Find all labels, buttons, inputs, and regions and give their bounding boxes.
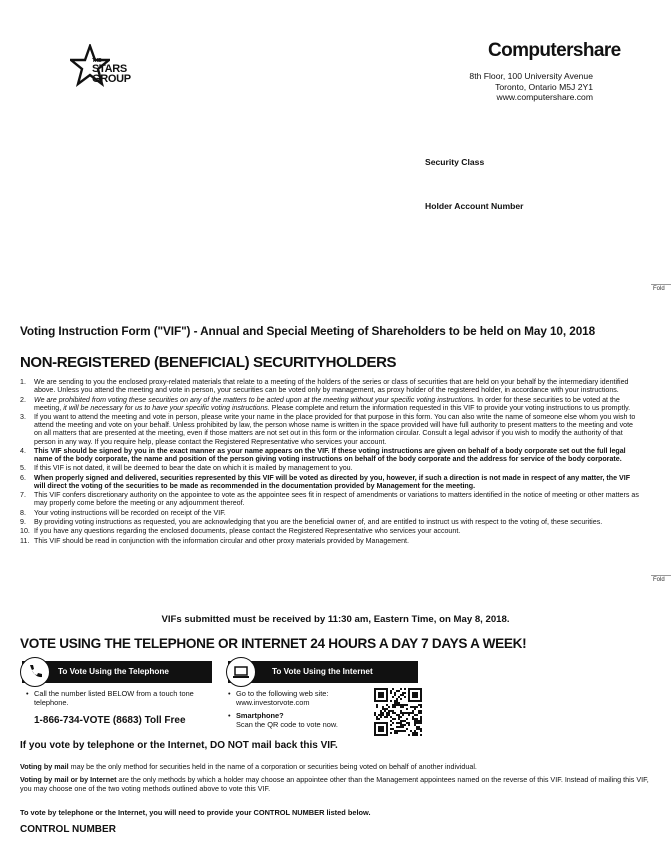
mail-paragraph-1-text: may be the only method for securities held in the name of a corporation or securities being voted on behalf of another individual.	[68, 762, 477, 771]
mail-paragraph-2	[20, 775, 656, 793]
instruction-item	[20, 396, 642, 412]
instruction-item	[20, 413, 642, 446]
instruction-number: 10.	[20, 527, 30, 536]
telephone-bar-label: To Vote Using the Telephone	[58, 667, 169, 676]
instruction-item	[20, 509, 642, 517]
smartphone-text: Scan the QR code to vote now.	[236, 720, 338, 729]
instruction-text: This VIF confers discretionary authority on the appointee to vote as the appointee sees fit in respect of amendments or variations to matters identified in the notice of meeting or other matters as may properly come before the meeting or any adjournment thereof.	[34, 491, 639, 508]
instruction-text: If you have any questions regarding the enclosed documents, please contact the Registered Representative who services your account.	[34, 527, 461, 536]
computershare-address	[469, 71, 593, 103]
do-not-mail-notice: If you vote by telephone or the Internet, DO NOT mail back this VIF.	[20, 740, 338, 751]
mail-paragraph-2-bold: Voting by mail or by Internet	[20, 775, 117, 784]
instruction-text: We are sending to you the enclosed proxy-related materials that relate to a meeting of the holders of the series or class of securities that are held on your behalf by the intermediary identified above. Unless you attend the meeting and vote in person, your securities can be voted only by management, as proxy holder of the registered holder, in accordance with your instructions.	[34, 378, 629, 395]
instruction-text: This VIF should be read in conjunction with the information circular and other proxy materials provided by Management.	[34, 536, 409, 545]
telephone-bullet-text: Call the number listed BELOW from a touch tone telephone.	[34, 689, 194, 707]
smartphone-label: Smartphone?	[236, 711, 284, 720]
instruction-number: 2.	[20, 395, 26, 404]
instruction-text: In order for these securities to be voted at the meeting,	[34, 395, 620, 412]
address-line-3: www.computershare.com	[496, 92, 593, 102]
address-line-2: Toronto, Ontario M5J 2Y1	[495, 81, 593, 92]
instruction-text: it will be necessary for us to have your specific voting instructions.	[63, 403, 270, 412]
instruction-item	[20, 447, 642, 463]
internet-bullet-1-text: Go to the following web site:	[236, 689, 329, 698]
instruction-number: 5.	[20, 464, 26, 473]
telephone-icon	[20, 657, 50, 687]
instruction-text: When properly signed and delivered, securities represented by this VIF will be voted as directed by you, however, if such a direction is not made in respect of any matter, the VIF will direct the voting of the securities to be made as recommended in the documentation provided by Management for the meeting.	[34, 473, 631, 490]
stars-group-logo	[70, 44, 130, 88]
address-line-1: 8th Floor, 100 University Avenue	[469, 71, 593, 81]
logo-stars: STARS	[92, 63, 127, 75]
instruction-item	[20, 518, 642, 526]
security-class-label: Security Class	[425, 157, 485, 167]
instruction-text: Your voting instructions will be recorded on receipt of the VIF.	[34, 508, 226, 517]
logo-group: GROUP	[92, 73, 131, 85]
form-title: Voting Instruction Form ("VIF") - Annual and Special Meeting of Shareholders to be held on May 10, 2018	[20, 324, 596, 338]
instruction-item	[20, 464, 642, 472]
investorvote-url[interactable]: www.investorvote.com	[236, 698, 310, 707]
qr-code-icon[interactable]	[374, 688, 422, 736]
internet-bar	[228, 661, 418, 683]
instruction-item	[20, 378, 642, 394]
instruction-text: This VIF should be signed by you in the exact manner as your name appears on the VIF. If these voting instructions are given on behalf of a body corporate set out the full legal name of the body corporate, the name and position of the person giving voting instructions on behalf of the body corporate and the address for service of the body corporate.	[34, 446, 626, 464]
instruction-item	[20, 474, 642, 490]
telephone-number: 1-866-734-VOTE (8683) Toll Free	[34, 715, 186, 726]
instruction-number: 6.	[20, 473, 26, 482]
instruction-number: 1.	[20, 378, 26, 386]
instruction-item	[20, 537, 642, 545]
instruction-number: 9.	[20, 518, 26, 526]
mail-paragraph-1	[20, 762, 656, 771]
computer-icon	[226, 657, 256, 687]
vote-heading: VOTE USING THE TELEPHONE OR INTERNET 24 HOURS A DAY 7 DAYS A WEEK!	[20, 636, 527, 651]
instruction-number: 3.	[20, 413, 26, 421]
deadline-notice: VIFs submitted must be received by 11:30 am, Eastern Time, on May 8, 2018.	[161, 614, 510, 625]
internet-bullet-2: • Smartphone? Scan the QR code to vote now.	[228, 711, 368, 729]
instruction-number: 7.	[20, 491, 26, 500]
control-number-label: CONTROL NUMBER	[20, 824, 116, 835]
instruction-text: Please complete and return the information requested in this VIF to provide your voting instructions to us promptly.	[269, 403, 631, 412]
instruction-number: 8.	[20, 508, 26, 517]
mail-paragraph-1-bold: Voting by mail	[20, 762, 69, 771]
instruction-item	[20, 491, 642, 507]
instruction-text: By providing voting instructions as requested, you are acknowledging that you are the beneficial owner of, and are entitled to instruct us with respect to the voting of, these securities.	[34, 518, 603, 526]
logo-the: THE	[92, 58, 102, 64]
computershare-logo: Computershare	[488, 40, 621, 61]
instruction-number: 11.	[20, 536, 30, 545]
internet-bar-label: To Vote Using the Internet	[272, 667, 373, 676]
instruction-text: We are prohibited from voting these securities on any of the matters to be acted upon at the meeting without your specific voting instructions.	[34, 395, 476, 404]
fold-label-top: Fold	[653, 286, 665, 292]
instruction-text: If this VIF is not dated, it will be deemed to bear the date on which it is mailed by management to you.	[34, 464, 353, 473]
holder-account-number-label: Holder Account Number	[425, 201, 524, 211]
fold-label-bottom: Fold	[653, 577, 665, 583]
control-number-note: To vote by telephone or the Internet, you will need to provide your CONTROL NUMBER listed below.	[20, 808, 371, 817]
instruction-text: If you want to attend the meeting and vote in person, please write your name in the place provided for that purpose in this form. You can also write the name of someone else whom you wish to attend the meeting and vote on your behalf. Unless prohibited by law, the person whose name is written in the space provided will have full authority to present matters to the meeting and vote on all matters that are presented at the meeting, even if those matters are not set out in this form or the information circular. Consult a legal advisor if you wish to modify the authority of that person in any way. If you require help, please contact the Registered Representative who services your account.	[34, 413, 636, 446]
section-heading: NON-REGISTERED (BENEFICIAL) SECURITYHOLDERS	[20, 354, 397, 371]
instructions-list	[20, 378, 642, 546]
fold-line-bottom	[651, 575, 671, 576]
mail-paragraph-2-text: are the only methods by which a holder may choose an appointee other than the Management appointees named on the reverse of this VIF. Instead of mailing this VIF, you may choose one of the two voting methods outlined above to vote this VIF.	[20, 775, 649, 793]
telephone-bar	[22, 661, 212, 683]
fold-line-top	[651, 284, 671, 285]
internet-bullet-1: • Go to the following web site: www.investorvote.com	[228, 689, 368, 707]
telephone-bullet: • Call the number listed BELOW from a touch tone telephone.	[26, 689, 216, 707]
instruction-number: 4.	[20, 446, 26, 455]
instruction-item	[20, 527, 642, 535]
